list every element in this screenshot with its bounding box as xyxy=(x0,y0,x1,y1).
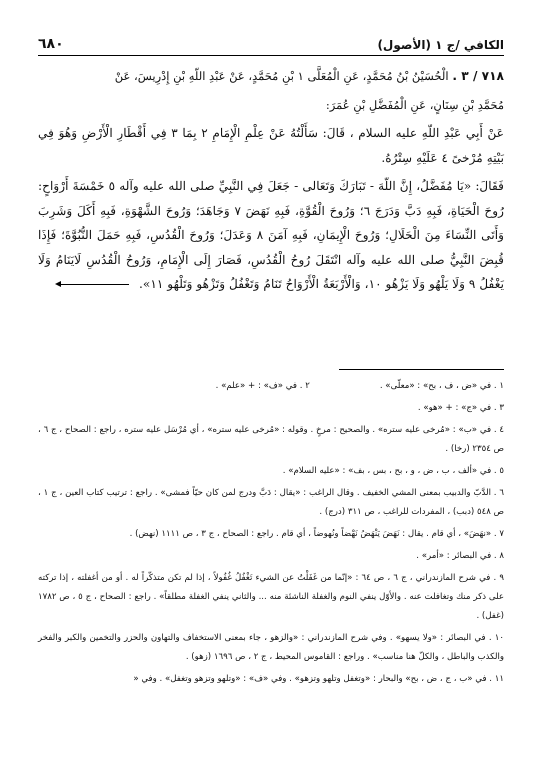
footnote-4: ٤ . في «ب» : «مُرخى عليه ستره» . والصحيح : مرخٍ . وقوله : «مُرخى عليه ستره» ، أي مُرْسَل عليه ستره ، راجع : الصحاح ، ج ٦ ، ص ٢٣٥٤ (رخا) . xyxy=(38,425,505,454)
hadith-number: ٧١٨ / ٣ . xyxy=(452,69,504,83)
footnote-8: ٨ . في البصائر : «أمر» . xyxy=(416,551,504,561)
running-title: الكافي /ج ١ (الأصول) xyxy=(377,38,504,52)
footnote-10: ١٠ . في البصائر : «ولا يسهو» . وفي شرح المازندراني : «والزهو ، جاء بمعنى الاستخفاف والتهاون والحزر والتخمين والكبر والفخر والكذب والباطل ، والكلّ هنا مناسب» . وراجع : القاموس المحيط ، ج ٢ ، ص ١٦٩٦ (زهو) . xyxy=(38,633,504,662)
footnote-5: ٥ . في «ألف ، ب ، ض ، و ، بح ، بس ، بف» : «عليه السلام» . xyxy=(282,466,504,476)
page-header xyxy=(38,30,504,56)
footnotes xyxy=(38,377,504,692)
footnote-separator xyxy=(339,369,504,370)
footnote-1: ١ . في «ض ، ف ، بح» : «معلّى» . xyxy=(379,381,504,391)
hadith-question xyxy=(38,121,504,170)
footnote-row xyxy=(38,377,504,396)
isnad-text-1: الْحُسَيْنُ بْنُ مُحَمَّدٍ، عَنِ الْمُعَلَّى ١ بْنِ مُحَمَّدٍ، عَنْ عَبْدِ اللّهِ بْنِ إِدْرِيسَ، عَنْ xyxy=(114,69,449,83)
page-number: ٦٨٠ xyxy=(38,36,64,52)
hadith-body xyxy=(38,64,504,301)
isnad-line-1 xyxy=(38,64,504,89)
footnote-7: ٧ . «نهَضَ» ، أي قام . يقال : نَهَضَ يَنْهَضُ نَهْضاً ونُهوضاً ، أي قام . راجع : الصحاح ، ج ٣ ، ص ١١١١ (نهض) . xyxy=(129,529,504,539)
footnote-6: ٦ . الدَّبّ والدبيب بمعنى المشي الخفيف . وقال الراغب : «يقال : دَبَّ ودرج لمن كان حيّاً فمشى» . راجع : ترتيب كتاب العين ، ج ١ ، ص ٥٤٨ (دبب) ، المفردات للراغب ، ص ٣١١ (درج) . xyxy=(38,488,504,517)
end-arrow-line xyxy=(59,284,129,285)
footnote-11: ١١ . في «ب ، ج ، ض ، بح» والبحار : «وتغفل وتلهو وتزهو» . وفي «ف» : «وتلهو وتزهو وتغفل» . وفي « xyxy=(133,674,504,684)
footnote-3: ٣ . في «ج» : + «هو» . xyxy=(417,403,504,413)
footnote-9: ٩ . في شرح المازندراني ، ج ٦ ، ص ٦٤ : «إنّما من غَفَلْتُ عن الشيء تَغْفُلُ غُفُولاً ، إذا لم تكن متذكّراً له . أو من أغفلته ، إذا تركته على ذكر منك وتغافلت عنه . والأوّل ينفي النوم والغفلة الناشئة منه ... والثاني ينفي الغفلة مطلقاً» . راجع : الصحاح ، ج ٥ ، ص ١٧٨٢ (غفل) . xyxy=(38,573,504,621)
footnote-2: ٢ . في «ف» : + «علم» . xyxy=(215,381,310,391)
hadith-answer xyxy=(38,174,504,297)
isnad-text-2: مُحَمَّدِ بْنِ سِنَانٍ، عَنِ الْمُفَضَّلِ بْنِ عُمَرَ: xyxy=(325,97,504,112)
question-text: عَنْ أَبِي عَبْدِ اللّهِ عليه السلام ، قَالَ: سَأَلْتُهُ عَنْ عِلْمِ الْإِمَامِ ٢ بِمَا ٣ فِي أَقْطَارِ الْأَرْضِ وَهُوَ فِي بَيْتِهِ مُرْخىً ٤ عَلَيْهِ سِتْرُهُ. xyxy=(38,126,504,165)
answer-text: فَقَالَ: «يَا مُفَضَّلُ، إِنَّ اللّهَ - تَبَارَكَ وَتَعَالى - جَعَلَ فِي النَّبِيِّ صلى الله عليه وآله ٥ خَمْسَةَ أَرْوَاحٍ: رُوحَ الْحَيَاةِ، فَبِهِ دَبَّ وَدَرَجَ ٦؛ وَرُوحَ الْقُوَّةِ، فَبِهِ نَهَضَ ٧ وَجَاهَدَ؛ وَرُوحَ الشَّهْوَةِ، فَبِهِ أَكَلَ وَشَرِبَ وَأَتَى النِّسَاءَ مِنَ الْحَلَالِ؛ وَرُوحَ الْإِيمَانِ، فَبِهِ آمَنَ ٨ وَعَدَلَ؛ وَرُوحَ الْقُدُسِ، فَبِهِ حَمَلَ النُّبُوَّةَ؛ فَإِذَا قُبِضَ النَّبِيُّ صلى الله عليه وآله انْتَقَلَ رُوحُ الْقُدُسِ، فَصَارَ إِلَى الْإِمَامِ، وَرُوحُ الْقُدُسِ لَايَنَامُ وَلَا يَغْفُلُ ٩ وَلَا يَلْهُو وَلَا يَزْهُو ١٠، وَالْأَرْبَعَةُ الْأَرْوَاحُ تَنَامُ وَتَغْفُلُ وَتَزْهُو وَتَلْهُو ١١». xyxy=(38,179,505,291)
isnad-line-2 xyxy=(38,93,504,118)
